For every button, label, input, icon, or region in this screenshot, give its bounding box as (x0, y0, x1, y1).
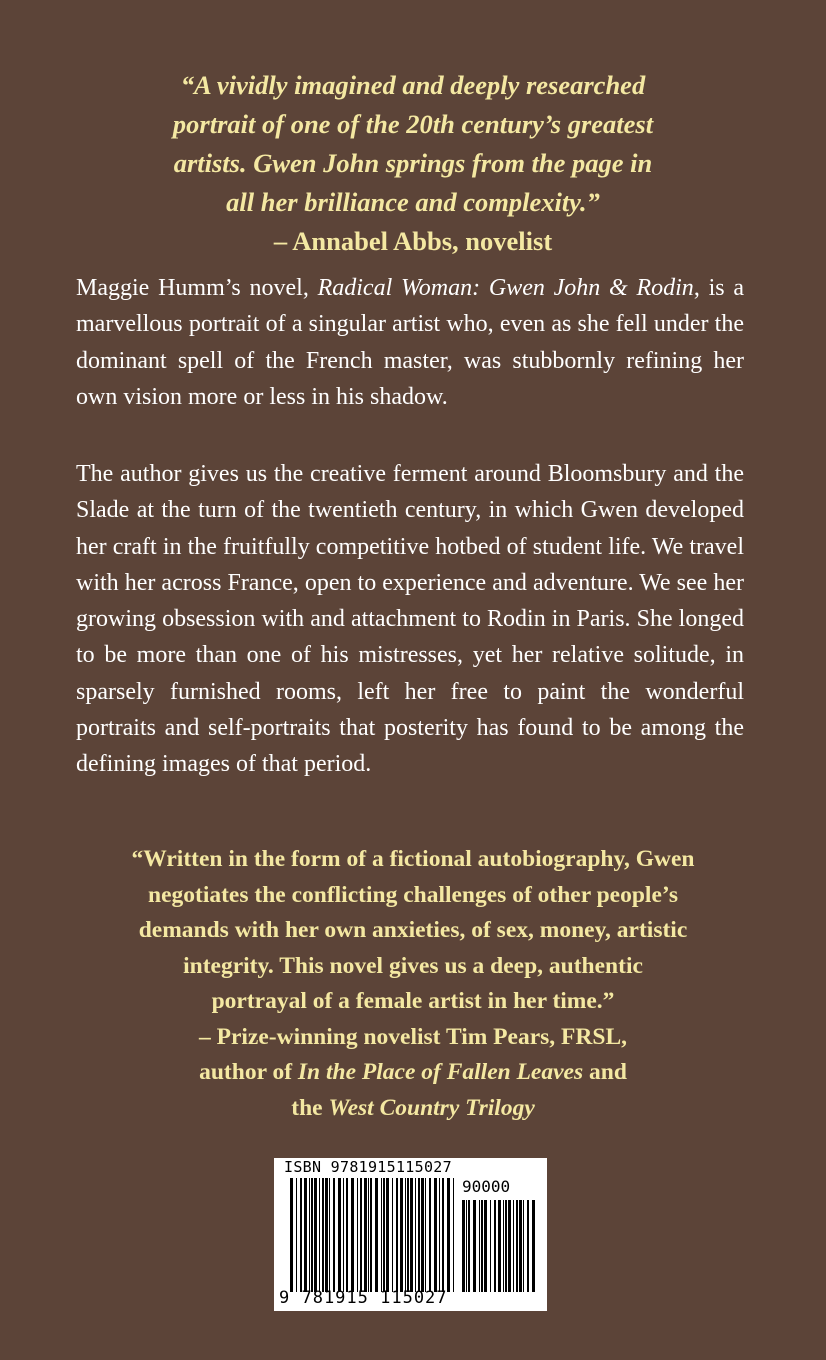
quote1-line: portrait of one of the 20th century’s greatest (172, 109, 654, 139)
barcode-bar (479, 1200, 480, 1292)
barcode-bar (415, 1178, 416, 1292)
barcode-bar (396, 1178, 398, 1292)
barcode-bar (505, 1200, 507, 1292)
isbn-label: ISBN 9781915115027 (284, 1158, 452, 1176)
quote2-credit-line (60, 1091, 766, 1127)
barcode-bar (410, 1178, 413, 1292)
quote2-line: negotiates the conflicting challenges of other people’s (148, 881, 678, 908)
barcode-bar (484, 1200, 487, 1292)
barcode-bar (407, 1178, 409, 1292)
barcode-bar (447, 1178, 450, 1292)
barcode-bar (311, 1178, 313, 1292)
barcode-bar (343, 1178, 344, 1292)
barcode-bar (429, 1178, 431, 1292)
quote2-line: demands with her own anxieties, of sex, money, artistic (138, 917, 688, 943)
barcode-bar (375, 1178, 378, 1292)
barcode-bar (346, 1178, 348, 1292)
barcode-bar (351, 1178, 354, 1292)
isbn-barcode (274, 1158, 547, 1311)
barcode-bar (481, 1200, 483, 1292)
credit-book-1: In the Place of Fallen Leaves (297, 1059, 584, 1085)
barcode-bar (442, 1178, 444, 1292)
barcode-bar (392, 1178, 393, 1292)
barcode-bar (405, 1178, 406, 1292)
barcode-bar (462, 1200, 465, 1292)
isbn-digits: 9 781915 115027 (279, 1288, 448, 1308)
barcode-bar (333, 1178, 335, 1292)
quote2-line: integrity. This novel gives us a deep, authentic (183, 952, 643, 979)
barcode-bar (309, 1178, 310, 1292)
barcode-bar (466, 1200, 467, 1292)
barcode-bar (532, 1200, 535, 1292)
barcode-bar (523, 1200, 524, 1292)
barcode-bar (527, 1200, 529, 1292)
blurb-paragraph-1 (76, 270, 744, 415)
endorsement-quote-2 (60, 842, 766, 1126)
paragraph1-intro: Maggie Humm’s novel, (76, 275, 318, 301)
quote1-line: artists. Gwen John springs from the page in (173, 148, 653, 178)
credit-book-2: West Country Trilogy (328, 1094, 535, 1121)
barcode-bar (296, 1178, 297, 1292)
barcode-bar (360, 1178, 362, 1292)
credit-the: the (291, 1094, 329, 1121)
barcode-bar (300, 1178, 302, 1292)
barcode-bar (516, 1200, 518, 1292)
barcode-bar (383, 1178, 385, 1292)
blurb-paragraph-2: The author gives us the creative ferment around Bloomsbury and the Slade at the turn of the twentieth century, in which Gwen developed her craft in the fruitfully competitive hotbed of student life. We travel with her across France, open to experience and adventure. We see her growing obsession with and attachment to Rodin in Paris. She longed to be more than one of his mistresses, yet her relative solitude, in sparsely furnished rooms, left her free to paint the wonderful portraits and self-portraits that posterity has found to be among the defining images of that period. (76, 461, 744, 778)
credit-prefix: author of (199, 1059, 298, 1085)
barcode-bar (439, 1178, 440, 1292)
barcode-bar (421, 1178, 424, 1292)
book-title: Radical Woman: Gwen John & Rodin (317, 275, 694, 301)
barcode-bar (434, 1178, 437, 1292)
quote1-line: all her brilliance and complexity.” (226, 187, 600, 217)
barcode-bar (357, 1178, 358, 1292)
barcode-bar (473, 1200, 476, 1292)
credit-and: and (583, 1059, 627, 1085)
barcode-bar (381, 1178, 382, 1292)
barcode-bar (319, 1178, 320, 1292)
quote2-line: “Written in the form of a fictional autobiography, Gwen (131, 846, 695, 872)
barcode-bar (338, 1178, 341, 1292)
barcode-bar (425, 1178, 426, 1292)
barcode-bar (368, 1178, 369, 1292)
barcode-bar (494, 1200, 496, 1292)
barcode-bar (498, 1200, 501, 1292)
barcode-bar (290, 1178, 293, 1292)
barcode-bar (513, 1200, 514, 1292)
barcode-bar (386, 1178, 389, 1292)
barcode-bar (364, 1178, 367, 1292)
barcode-bar (503, 1200, 504, 1292)
barcode-bar (508, 1200, 511, 1292)
endorsement-quote-1 (60, 66, 766, 261)
barcode-bar (329, 1178, 330, 1292)
quote2-line: portrayal of a female artist in her time.” (211, 988, 615, 1014)
barcode-bar (453, 1178, 454, 1292)
quote1-attribution: – Annabel Abbs, novelist (273, 226, 553, 256)
barcode-bar (400, 1178, 403, 1292)
barcode-bar (490, 1200, 491, 1292)
barcode-bar (314, 1178, 317, 1292)
barcode-bar (418, 1178, 420, 1292)
paragraph1-rest: , is a marvellous portrait of a singular artist who, even as she fell under the dominant spell of the French master, was stubbornly refining her own vision more or less in his shadow. (76, 275, 744, 410)
barcode-bar (322, 1178, 324, 1292)
barcode-bar (304, 1178, 307, 1292)
quote1-line: “A vividly imagined and deeply researched (180, 70, 646, 100)
quote2-attribution: – Prize-winning novelist Tim Pears, FRSL, (198, 1023, 627, 1050)
barcode-bar (370, 1178, 372, 1292)
barcode-bar (519, 1200, 522, 1292)
barcode-bar (468, 1200, 470, 1292)
price-code: 90000 (462, 1177, 511, 1196)
barcode-bar (325, 1178, 328, 1292)
quote2-credit-line (60, 1055, 766, 1091)
